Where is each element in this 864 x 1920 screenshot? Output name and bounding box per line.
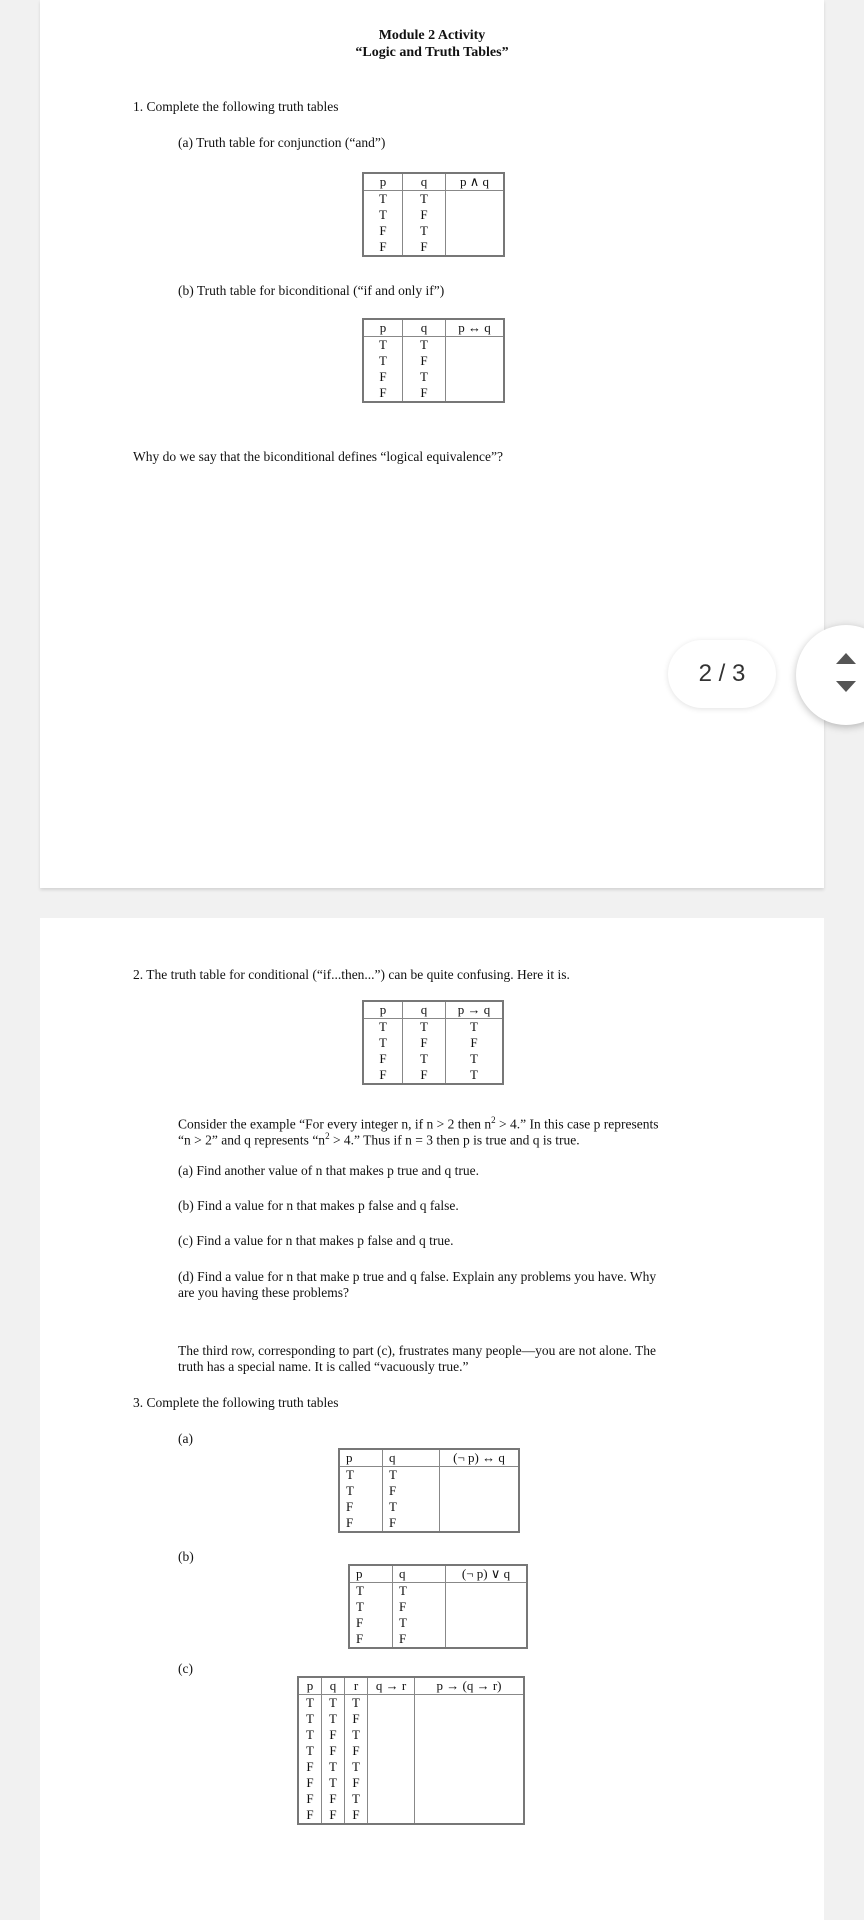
table-cell: F [298,1807,322,1824]
table-cell: F [349,1631,393,1648]
table-cell: F [363,1067,403,1084]
table-cell: F [403,353,446,369]
table-cell [415,1807,525,1824]
table-cell: F [403,1067,446,1084]
table-cell [446,1631,528,1648]
truth-table-3c [297,1676,525,1825]
table-header-row [298,1677,524,1695]
table-cell [368,1775,415,1791]
table-cell: T [339,1483,383,1499]
table-header-cell: (¬ p) ↔ q [440,1449,520,1467]
table-cell: T [393,1583,446,1600]
table-cell: F [322,1791,345,1807]
table-cell: T [349,1583,393,1600]
table-cell: T [345,1791,368,1807]
table-cell: T [446,1019,504,1036]
document-page-2 [40,918,824,1920]
table-header-row [339,1449,519,1467]
table-cell [446,191,505,208]
vacuous-truth-line-2: truth has a special name. It is called “vacuously true.” [178,1359,469,1374]
table-row [298,1775,524,1791]
table-cell: F [363,223,403,239]
table-header-cell: r [345,1677,368,1695]
table-cell: T [403,1051,446,1067]
table-cell: T [322,1759,345,1775]
table-header-row [349,1565,527,1583]
table-row [298,1791,524,1807]
table-cell: T [363,353,403,369]
question-2c: (c) Find a value for n that makes p false and q true. [178,1233,454,1248]
example-line-1: Consider the example “For every integer n, if n > 2 then $n^2 > 4$.” In this case p represents [178,1115,659,1132]
table-header-cell: q [322,1677,345,1695]
table-header-cell: q [403,1001,446,1019]
activity-subtitle: “Logic and Truth Tables” [355,45,509,60]
table-cell: F [363,239,403,256]
table-cell [415,1791,525,1807]
table-cell: T [446,1067,504,1084]
table-cell: T [345,1695,368,1712]
question-1a: (a) Truth table for conjunction (“and”) [178,135,386,150]
table-cell: T [322,1695,345,1712]
table-header-cell: p ∧ q [446,173,505,191]
table-cell [415,1727,525,1743]
table-cell: T [339,1467,383,1484]
table-cell [368,1727,415,1743]
table-cell: F [363,1051,403,1067]
table-cell: T [298,1727,322,1743]
table-cell: F [345,1711,368,1727]
vacuous-truth-line-1: The third row, corresponding to part (c), frustrates many people—you are not alone. The [178,1343,656,1358]
table-row [363,1067,503,1084]
table-row [339,1467,519,1484]
table-row [363,1019,503,1036]
table-cell [440,1515,520,1532]
table-cell [446,239,505,256]
table-cell: F [393,1599,446,1615]
table-cell: T [363,337,403,354]
table-cell: F [363,385,403,402]
table-cell: F [345,1743,368,1759]
table-cell [368,1711,415,1727]
table-row [298,1807,524,1824]
example-line-2: “n > 2” and q represents “$n^2 > 4$.” Thus if n = 3 then p is true and q is true. [178,1131,580,1148]
question-3a-label: (a) [178,1431,193,1446]
table-header-cell: p → (q → r) [415,1677,525,1695]
table-cell [446,223,505,239]
table-cell: F [322,1807,345,1824]
table-row [298,1727,524,1743]
table-cell: T [446,1051,504,1067]
question-why-equivalence: Why do we say that the biconditional defines “logical equivalence”? [133,449,503,464]
table-cell: T [349,1599,393,1615]
truth-table-3a [338,1448,520,1533]
scroll-down-icon[interactable] [836,681,856,692]
table-cell: F [345,1807,368,1824]
table-header-cell: p [349,1565,393,1583]
table-header-cell: q [393,1565,446,1583]
table-header-cell: p [363,1001,403,1019]
table-cell: F [403,239,446,256]
page-indicator: 2 / 3 [668,640,776,708]
table-cell: F [298,1775,322,1791]
table-cell: T [322,1775,345,1791]
table-row [339,1515,519,1532]
table-row [363,337,504,354]
table-cell [446,1599,528,1615]
table-cell: F [298,1791,322,1807]
truth-table-biconditional [362,318,505,403]
table-header-cell: q → r [368,1677,415,1695]
table-cell: F [322,1727,345,1743]
question-2b: (b) Find a value for n that makes p false and q false. [178,1198,459,1213]
table-row [349,1631,527,1648]
table-cell [415,1711,525,1727]
table-cell: T [345,1727,368,1743]
table-header-cell: p ↔ q [446,319,505,337]
table-cell [446,337,505,354]
table-cell: T [403,191,446,208]
table-cell: F [339,1515,383,1532]
table-row [298,1695,524,1712]
table-row [339,1499,519,1515]
table-header-cell: q [403,173,446,191]
table-header-row [363,173,504,191]
table-cell: F [403,207,446,223]
table-cell: F [403,385,446,402]
table-header-cell: p [363,319,403,337]
table-row [339,1483,519,1499]
table-cell: F [393,1631,446,1648]
table-cell [415,1695,525,1712]
table-cell: T [363,191,403,208]
scroll-up-icon[interactable] [836,653,856,664]
question-2: 2. The truth table for conditional (“if...then...”) can be quite confusing. Here it is. [133,967,570,982]
table-cell: F [446,1035,504,1051]
table-header-cell: (¬ p) ∨ q [446,1565,528,1583]
table-header-cell: p [363,173,403,191]
table-cell [368,1743,415,1759]
table-cell: F [383,1483,440,1499]
table-cell: T [298,1743,322,1759]
table-row [363,353,504,369]
table-cell [368,1791,415,1807]
table-cell: F [345,1775,368,1791]
table-cell: T [363,1019,403,1036]
table-header-cell: p [339,1449,383,1467]
table-row [363,207,504,223]
table-row [298,1759,524,1775]
table-cell [415,1775,525,1791]
table-cell [440,1483,520,1499]
question-2d-line-1: (d) Find a value for n that make p true and q false. Explain any problems you have. Why [178,1269,657,1284]
document-page-1 [40,0,824,888]
table-cell: F [383,1515,440,1532]
table-cell [440,1467,520,1484]
table-cell [440,1499,520,1515]
table-row [363,385,504,402]
table-cell [415,1743,525,1759]
table-cell [446,385,505,402]
truth-table-3b [348,1564,528,1649]
table-row [298,1743,524,1759]
table-cell: T [345,1759,368,1775]
table-cell: T [363,1035,403,1051]
question-1: 1. Complete the following truth tables [133,99,339,114]
table-cell: F [322,1743,345,1759]
table-cell [415,1759,525,1775]
table-cell: T [403,223,446,239]
table-cell: F [403,1035,446,1051]
truth-table-conditional [362,1000,504,1085]
table-cell [446,369,505,385]
question-2a: (a) Find another value of n that makes p true and q true. [178,1163,480,1178]
table-header-cell: q [403,319,446,337]
table-cell: T [322,1711,345,1727]
table-cell: F [298,1759,322,1775]
table-cell [446,1583,528,1600]
table-row [349,1599,527,1615]
table-row [363,369,504,385]
table-row [363,1051,503,1067]
table-row [298,1711,524,1727]
question-3b-label: (b) [178,1549,194,1564]
activity-title: Module 2 Activity [378,28,486,43]
table-row [363,239,504,256]
table-cell [368,1807,415,1824]
table-cell: F [339,1499,383,1515]
table-row [349,1583,527,1600]
table-cell: T [403,337,446,354]
table-row [363,191,504,208]
table-header-cell: p [298,1677,322,1695]
table-header-row [363,319,504,337]
table-cell: T [383,1499,440,1515]
table-header-cell: p → q [446,1001,504,1019]
question-2d-line-2: are you having these problems? [178,1285,349,1300]
table-cell: F [349,1615,393,1631]
table-cell: T [403,1019,446,1036]
table-cell: T [363,207,403,223]
truth-table-conjunction [362,172,505,257]
table-cell: T [383,1467,440,1484]
table-cell [446,1615,528,1631]
question-1b: (b) Truth table for biconditional (“if and only if”) [178,283,445,298]
table-cell [368,1695,415,1712]
table-cell: T [403,369,446,385]
table-row [363,1035,503,1051]
table-cell [368,1759,415,1775]
table-header-cell: q [383,1449,440,1467]
table-cell: T [298,1711,322,1727]
table-cell: T [298,1695,322,1712]
table-row [349,1615,527,1631]
table-row [363,223,504,239]
table-cell: T [393,1615,446,1631]
question-3c-label: (c) [178,1661,193,1676]
table-cell [446,353,505,369]
table-header-row [363,1001,503,1019]
table-cell: F [363,369,403,385]
question-3: 3. Complete the following truth tables [133,1395,339,1410]
table-cell [446,207,505,223]
